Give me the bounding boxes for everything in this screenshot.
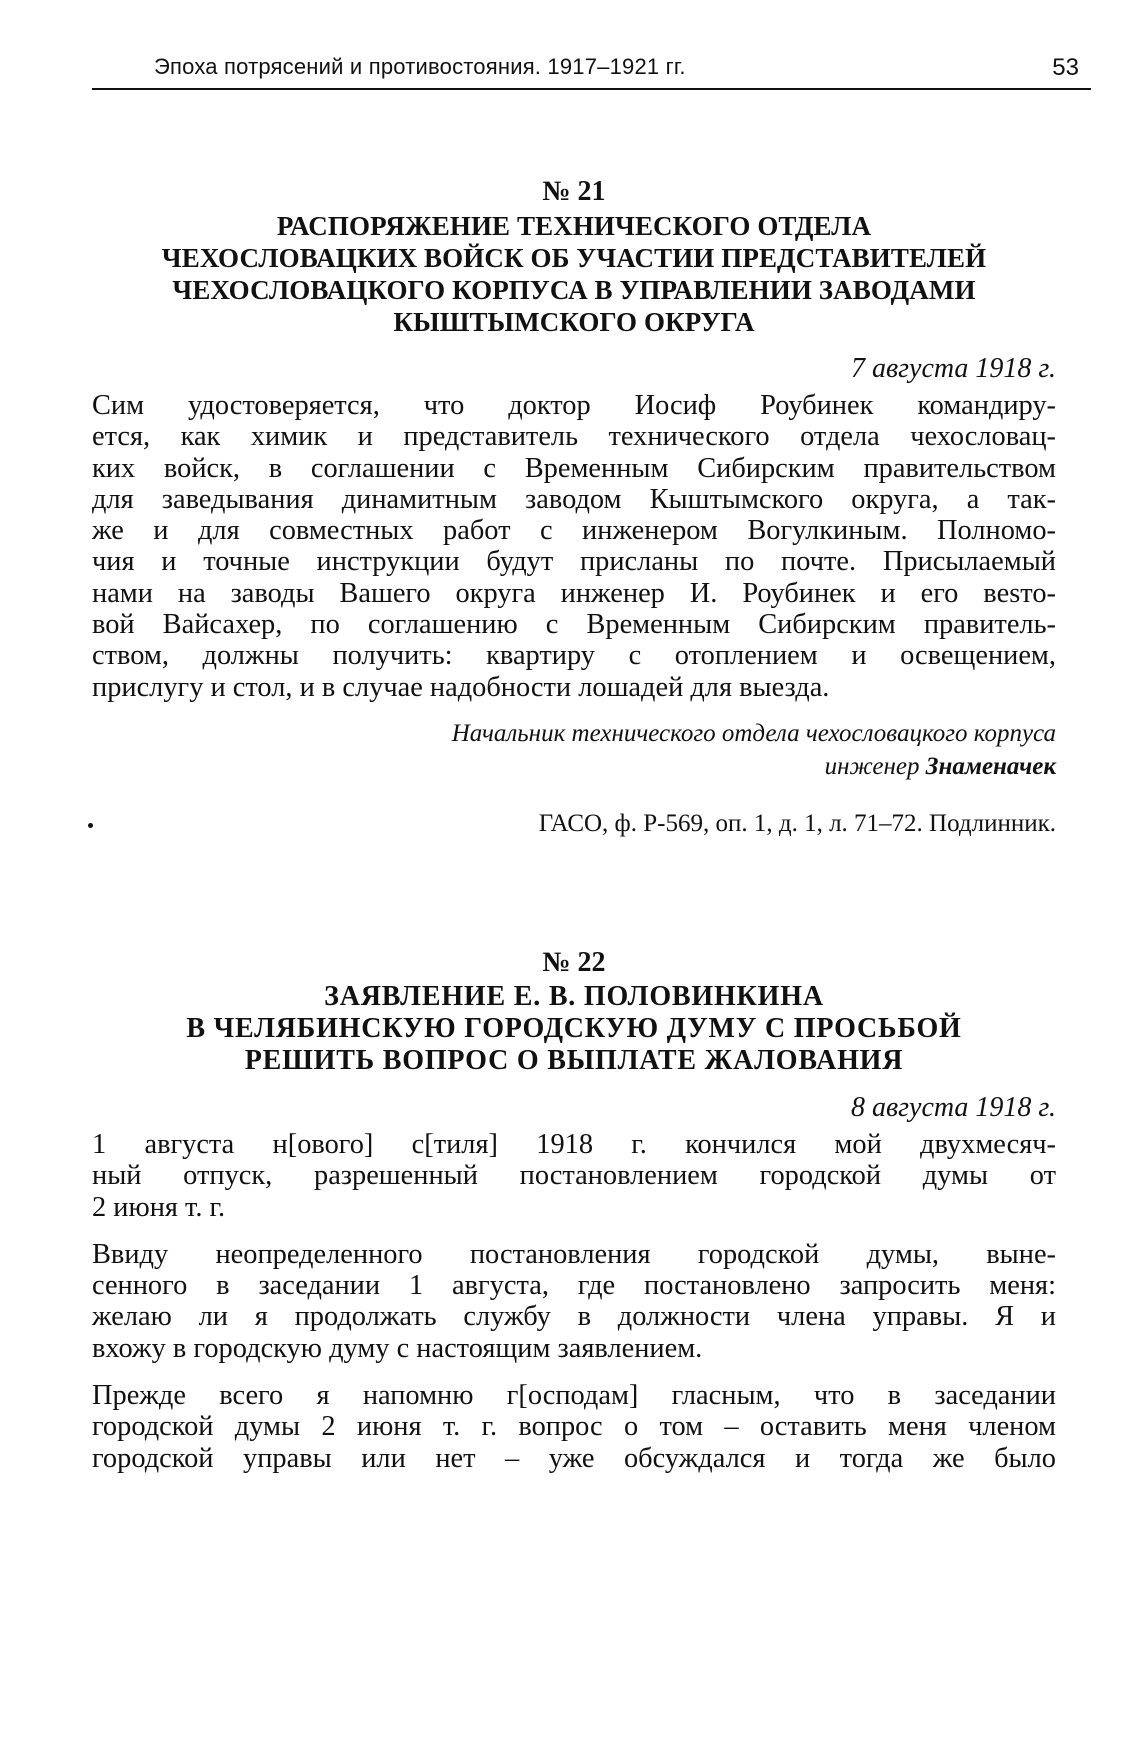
ink-dot <box>88 823 93 828</box>
signature-position: Начальник технического отдела чехословацкого корпуса <box>451 719 1056 747</box>
signature-block-21 <box>92 717 1056 783</box>
document-body-21 <box>92 390 1056 703</box>
running-title: Эпоха потрясений и противостояния. 1917–1921 гг. <box>154 54 686 79</box>
text-line: ких войск, в соглашении с Временным Сибирским правительством <box>92 452 1056 484</box>
title-line: ЗАЯВЛЕНИЕ Е. В. ПОЛОВИНКИНА <box>324 980 824 1012</box>
document-title-21 <box>92 210 1056 338</box>
title-line: ЧЕХОСЛОВАЦКОГО КОРПУСА В УПРАВЛЕНИИ ЗАВОДАМИ <box>172 275 976 305</box>
title-line: ЧЕХОСЛОВАЦКИХ ВОЙСК ОБ УЧАСТИИ ПРЕДСТАВИТЕЛЕЙ <box>161 243 987 273</box>
text-line: Прежде всего я напомню г[осподам] гласным, что в заседании <box>92 1380 1056 1412</box>
signature-name: Знаменачек <box>925 752 1056 780</box>
title-line: РАСПОРЯЖЕНИЕ ТЕХНИЧЕСКОГО ОТДЕЛА <box>276 211 872 241</box>
document-title-22 <box>92 981 1056 1077</box>
title-line: РЕШИТЬ ВОПРОС О ВЫПЛАТЕ ЖАЛОВАНИЯ <box>244 1044 904 1076</box>
text-line: 1 августа н[ового] с[тиля] 1918 г. кончился мой двухмесяч- <box>92 1128 1056 1160</box>
text-line: городской думы 2 июня т. г. вопрос о том – оставить меня членом <box>92 1411 1056 1443</box>
text-line: сенного в заседании 1 августа, где постановлено запросить меня: <box>92 1270 1056 1302</box>
text-line: Ввиду неопределенного постановления городской думы, выне- <box>92 1238 1056 1270</box>
archive-reference: ГАСО, ф. Р-569, оп. 1, д. 1, л. 71–72. Подлинник. <box>538 809 1056 837</box>
text-line: городской управы или нет – уже обсуждался и тогда же было <box>92 1442 1056 1474</box>
text-line: вой Вайсахер, по соглашению с Временным Сибирским правитель- <box>92 609 1056 641</box>
page-number: 53 <box>1052 54 1079 81</box>
document-date-21: 7 августа 1918 г. <box>850 353 1056 384</box>
text-line: Сим удостоверяется, что доктор Иосиф Роубинек командиру- <box>92 390 1056 421</box>
text-line: чия и точные инструкции будут присланы по почте. Присылаемый <box>92 546 1056 578</box>
document-date-22: 8 августа 1918 г. <box>850 1091 1056 1123</box>
text-line: прислугу и стол, и в случае надобности лошадей для выезда. <box>92 671 830 703</box>
text-line: вхожу в городскую думу с настоящим заявлением. <box>92 1332 703 1364</box>
document-number-22: № 22 <box>542 946 606 978</box>
text-line: же и для совместных работ с инженером Вогулкиным. Полномо- <box>92 515 1056 547</box>
text-line: ством, должны получить: квартиру с отоплением и освещением, <box>92 640 1056 672</box>
text-line: ется, как химик и представитель технического отдела чехословац- <box>92 421 1056 453</box>
paragraph-3 <box>92 1380 1056 1474</box>
text-line: для заведывания динамитным заводом Кыштымского округа, а так- <box>92 483 1056 515</box>
title-line: КЫШТЫМСКОГО ОКРУГА <box>393 307 755 337</box>
text-line: 2 июня т. г. <box>92 1191 226 1223</box>
document-number-21: № 21 <box>542 176 606 207</box>
running-header <box>92 48 1091 90</box>
text-line: желаю ли я продолжать службу в должности члена управы. Я и <box>92 1301 1056 1333</box>
paragraph-2 <box>92 1239 1056 1364</box>
text-line: ный отпуск, разрешенный постановлением городской думы от <box>92 1160 1056 1192</box>
paragraph-1 <box>92 1129 1056 1223</box>
signature-title: инженер <box>824 752 920 780</box>
text-line: нами на заводы Вашего округа инженер И. Роубинек и его вesто- <box>92 577 1056 609</box>
title-line: В ЧЕЛЯБИНСКУЮ ГОРОДСКУЮ ДУМУ С ПРОСЬБОЙ <box>186 1012 962 1044</box>
archive-source-21 <box>92 809 1056 839</box>
